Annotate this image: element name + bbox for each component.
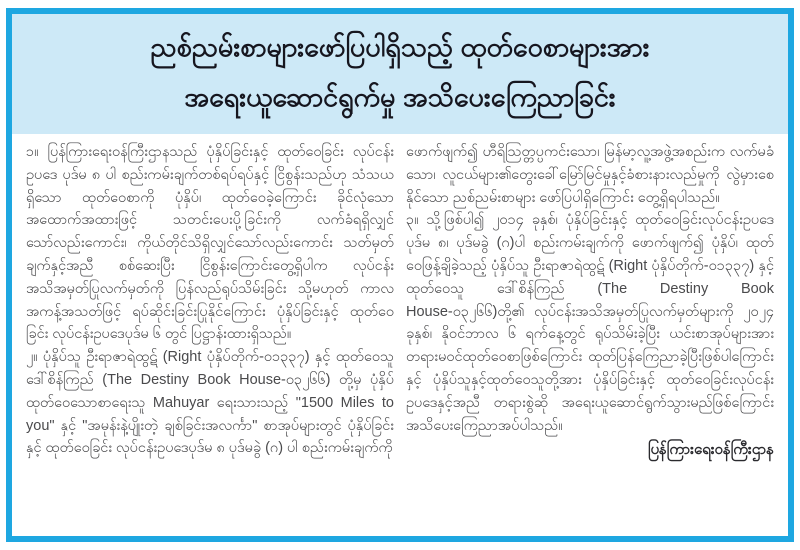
paragraph-1: ၁။ ပြန်ကြားရေးဝန်ကြီးဌာနသည် ပုံနှိပ်ခြင်းနှင့် ထုတ်ဝေခြင်း လုပ်ငန်းဥပဒေ ပုဒ်မ ၈ ပါ စည်းကမ်းချက်တစ်ရပ်ရပ်နှင့် ငြိစွန်းသည်ဟု သံသယရှိသော ထုတ်ဝေစာကို ပုံနှိပ်၊ ထုတ်ဝေခဲ့ကြောင်း ခိုင်လုံသောအထောက်အထားဖြင့် သတင်းပေးပို့ခြင်းကို လက်ခံရရှိလျှင်သော်လည်းကောင်း၊ ကိုယ်တိုင်သိရှိလျှင်သော်လည်းကောင်း သတ်မှတ်ချက်နှင့်အညီ စစ်ဆေးပြီး ငြိစွန်းကြောင်းတွေ့ရှိပါက လုပ်ငန်းအသိအမှတ်ပြုလက်မှတ်ကို ပြန်လည်ရုပ်သိမ်းခြင်း သို့မဟုတ် ကာလအကန့်အသတ်ဖြင့် ရပ်ဆိုင်းခြင်းပြုနိုင်ကြောင်း ပုံနှိပ်ခြင်းနှင့် ထုတ်ဝေခြင်း လုပ်ငန်းဥပဒေပုဒ်မ ၆ တွင် ပြဋ္ဌာန်းထားရှိသည်။	[26, 144, 394, 343]
left-column	[26, 141, 394, 530]
paragraph-3: ၃။ သို့ဖြစ်ပါ၍ ၂၀၁၄ ခုနှစ်၊ ပုံနှိပ်ခြင်းနှင့် ထုတ်ဝေခြင်းလုပ်ငန်းဥပဒေပုဒ်မ ၈၊ ပုဒ်မခွဲ (ဂ)ပါ စည်းကမ်းချက်ကို ဖောက်ဖျက်၍ ပုံနှိပ်၊ ထုတ်ဝေဖြန့်ချိခဲ့သည့် ပုံနှိပ်သူ ဦးရာဇာရဲထွဋ် (Right ပုံနှိပ်တိုက်-၀၁၃၃၇) နှင့် ထုတ်ဝေသူ ဒေါ်စိန်ကြည် (The Destiny Book House-၀၃၂၆၆)တို့၏ လုပ်ငန်းအသိအမှတ်ပြုလက်မှတ်များကို ၂၀၂၄ ခုနှစ်၊ နိုဝင်ဘာလ ၆ ရက်နေ့တွင် ရုပ်သိမ်းခဲ့ပြီး ယင်းစာအုပ်များအား တရားမဝင်ထုတ်ဝေစာဖြစ်ကြောင်း ထုတ်ပြန်ကြေညာခဲ့ပြီးဖြစ်ပါကြောင်းနှင့် ပုံနှိပ်သူနှင့်ထုတ်ဝေသူတို့အား ပုံနှိပ်ခြင်းနှင့် ထုတ်ဝေခြင်းလုပ်ငန်းဥပဒေနှင့်အညီ တရားစွဲဆို အရေးယူဆောင်ရွက်သွားမည်ဖြစ်ကြောင်း အသိပေးကြေညာအပ်ပါသည်။	[406, 212, 774, 434]
title-line-1: ညစ်ညမ်းစာများဖော်ပြပါရှိသည့် ထုတ်ဝေစာများအား	[150, 32, 650, 62]
right-column	[406, 141, 774, 530]
title-line-2: အရေးယူဆောင်ရွက်မှု အသိပေးကြေညာခြင်း	[184, 82, 616, 112]
announcement-header	[12, 14, 788, 134]
paragraph-2: ၂။ ပုံနှိပ်သူ ဦးရာဇာရဲထွဋ် (Right ပုံနှိပ်တိုက်-၀၁၃၃၇) နှင့် ထုတ်ဝေသူ ဒေါ်စိန်ကြည် (The Destiny Book House-၀၃၂၆၆) တို့မှ ပုံနှိပ်ထုတ်ဝေသောစာရေးသူ Mahuyar ရေးသားသည့် "1500 Miles to you" နှင့် "အမုန်းနဲ့ပျိုးတဲ့ ချစ်ခြင်းအလင်္ကာ" စာအုပ်များတွင် ပုံနှိပ်ခြင်းနှင့် ထုတ်ဝေခြင်း လုပ်ငန်းဥပဒေပုဒ်မ ၈ ပုဒ်မခွဲ (ဂ) ပါ စည်းကမ်းချက်ကို	[26, 349, 394, 457]
announcement-body	[12, 134, 788, 536]
paragraph-2-continued: ဖောက်ဖျက်၍ ဟီရိသြတ္တပ္ပကင်းသော၊ မြန်မာ့လူ့အဖွဲ့အစည်းက လက်မခံသော၊ လူငယ်များ၏တွေးခေါ်မြော်မြင်မှုနှင့်ခံစားနားလည်မှုကို လွဲမှားစေနိုင်သော ညစ်ညမ်းစာများ ဖော်ပြပါရှိကြောင်း တွေ့ရှိရပါသည်။	[406, 144, 774, 206]
cyan-border-frame	[6, 8, 794, 542]
ministry-signature: ပြန်ကြားရေးဝန်ကြီးဌာန	[647, 441, 774, 459]
